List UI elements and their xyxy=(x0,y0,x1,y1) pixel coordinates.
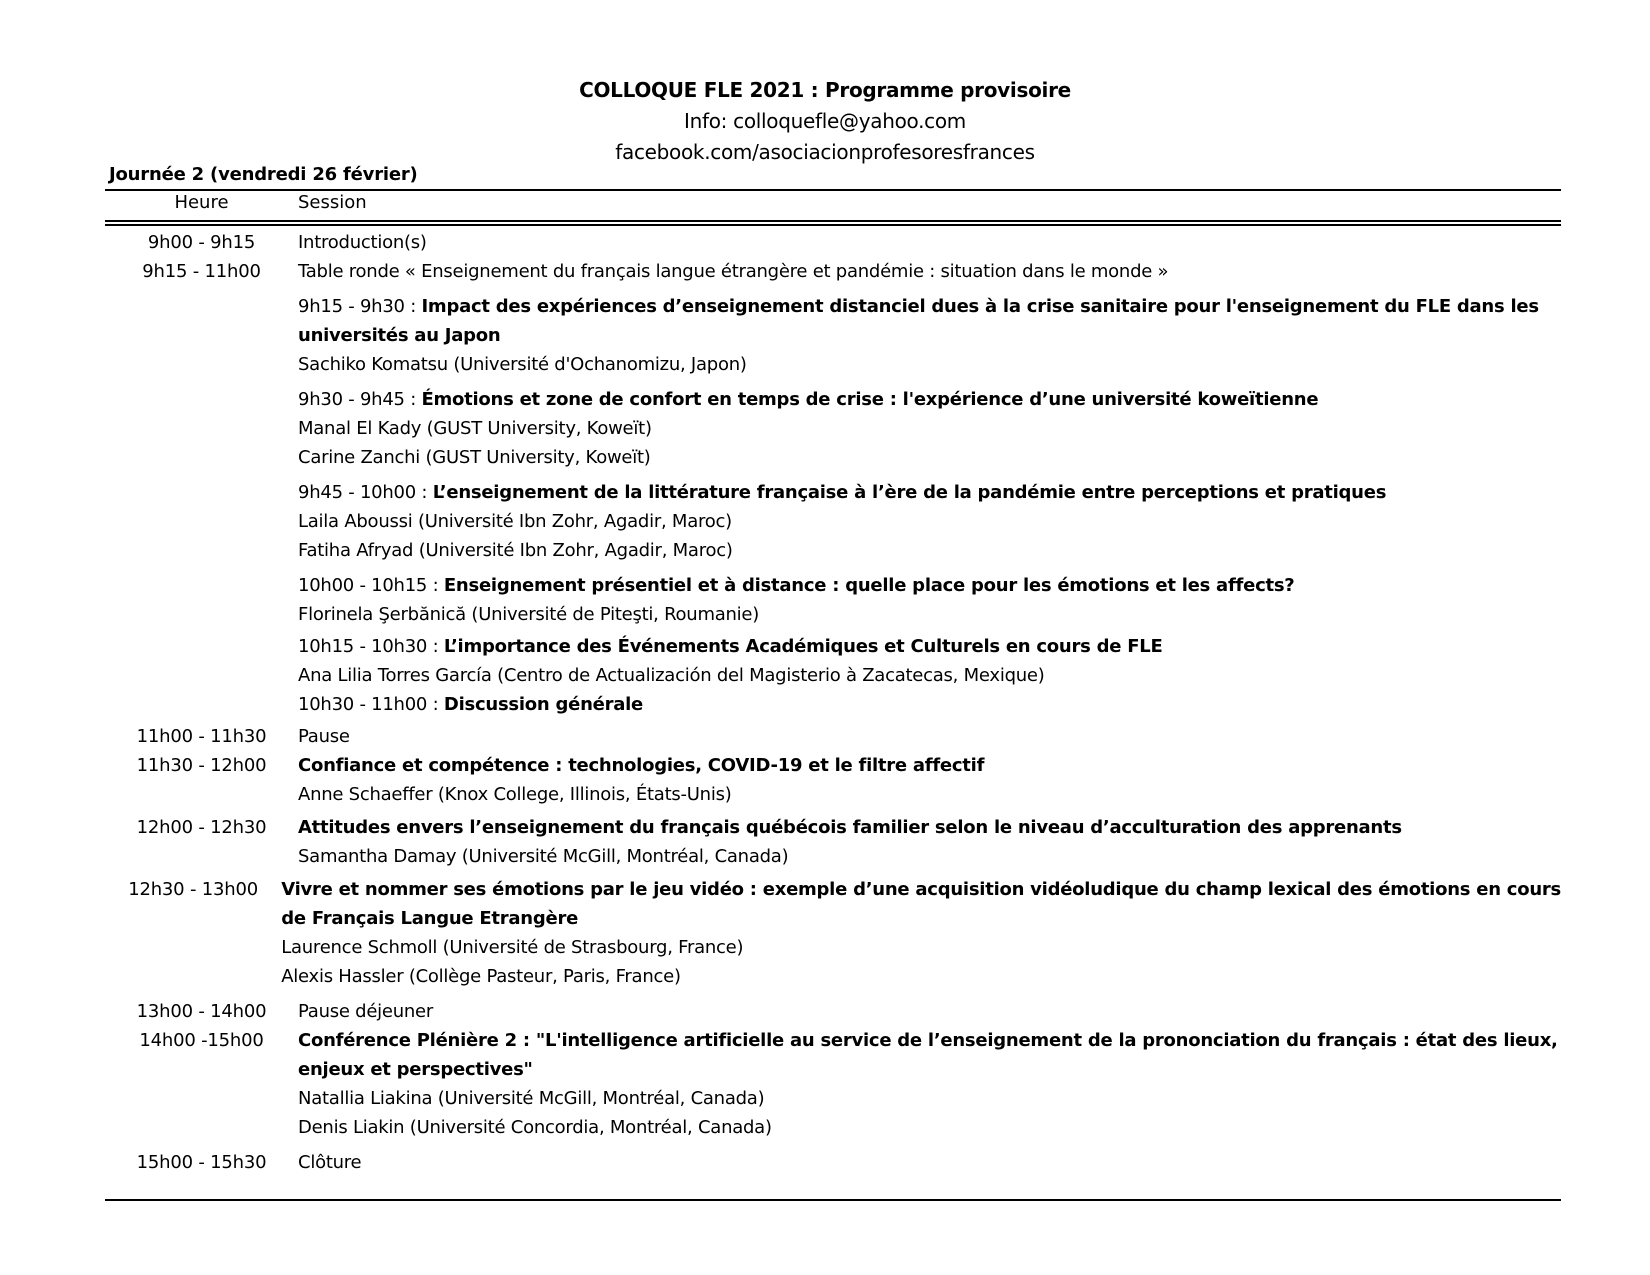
table-row xyxy=(105,385,1561,472)
session-text: Clôture xyxy=(298,1152,362,1173)
table-row xyxy=(105,1148,1561,1177)
table-row xyxy=(105,690,1561,719)
table-row xyxy=(105,478,1561,565)
talk-title-cont: de Français Langue Etrangère xyxy=(281,908,579,929)
table-row xyxy=(105,292,1561,379)
author: Natallia Liakina (Université McGill, Montréal, Canada) xyxy=(298,1088,765,1109)
time-cell: 9h00 - 9h15 xyxy=(147,232,256,253)
contact-info: Info: colloquefle@yahoo.com xyxy=(684,109,966,133)
author: Sachiko Komatsu (Université d'Ochanomizu, Japon) xyxy=(298,354,747,375)
facebook-link: facebook.com/asociacionprofesoresfrances xyxy=(615,140,1035,164)
time-cell xyxy=(105,385,298,472)
header-double-rule-bottom xyxy=(105,224,1561,226)
table-row xyxy=(105,1026,1561,1142)
talk-title: Impact des expériences d’enseignement distanciel dues à la crise sanitaire pour l'enseignement du FLE dans les xyxy=(421,296,1539,317)
time-cell: 9h15 - 11h00 xyxy=(142,261,261,282)
time-cell: 12h00 - 12h30 xyxy=(136,817,267,838)
author: Denis Liakin (Université Concordia, Montréal, Canada) xyxy=(298,1117,772,1138)
column-header-session: Session xyxy=(298,192,367,213)
talk-title: Émotions et zone de confort en temps de crise : l'expérience d’une université koweïtienne xyxy=(421,389,1319,410)
talk-title: Discussion générale xyxy=(443,694,644,715)
talk-time: 10h15 - 10h30 : xyxy=(298,636,444,657)
time-cell: 12h30 - 13h00 xyxy=(128,879,258,900)
table-row xyxy=(105,257,1561,286)
author: Florinela Şerbănică (Université de Piteşti, Roumanie) xyxy=(298,604,760,625)
talk-title: Enseignement présentiel et à distance : quelle place pour les émotions et les affects? xyxy=(443,575,1295,596)
author: Manal El Kady (GUST University, Koweït) xyxy=(298,418,652,439)
talk-title: Confiance et compétence : technologies, COVID-19 et le filtre affectif xyxy=(298,755,985,776)
talk-time: 10h00 - 10h15 : xyxy=(298,575,444,596)
talk-time: 9h15 - 9h30 : xyxy=(298,296,422,317)
talk-title: Vivre et nommer ses émotions par le jeu vidéo : exemple d’une acquisition vidéoludique du champ lexical des émotions en cours xyxy=(281,879,1561,900)
time-cell xyxy=(105,632,298,690)
author: Fatiha Afryad (Université Ibn Zohr, Agadir, Maroc) xyxy=(298,540,733,561)
document-title: COLLOQUE FLE 2021 : Programme provisoire xyxy=(579,78,1071,102)
author: Laila Aboussi (Université Ibn Zohr, Agadir, Maroc) xyxy=(298,511,732,532)
table-row xyxy=(105,875,1561,991)
time-cell: 14h00 -15h00 xyxy=(139,1030,264,1051)
talk-title: L’importance des Événements Académiques et Culturels en cours de FLE xyxy=(443,636,1163,657)
table-bottom-rule xyxy=(105,1199,1561,1201)
session-text: Introduction(s) xyxy=(298,232,427,253)
table-row xyxy=(105,228,1561,257)
talk-title: Attitudes envers l’enseignement du français québécois familier selon le niveau d’acculturation des apprenants xyxy=(298,817,1402,838)
table-row xyxy=(105,632,1561,690)
time-cell xyxy=(105,690,298,719)
talk-title-cont: enjeux et perspectives" xyxy=(298,1059,533,1080)
session-text: Pause xyxy=(298,726,350,747)
author: Ana Lilia Torres García (Centro de Actualización del Magisterio à Zacatecas, Mexique) xyxy=(298,665,1045,686)
table-row xyxy=(105,751,1561,809)
talk-time: 9h30 - 9h45 : xyxy=(298,389,422,410)
table-row xyxy=(105,997,1561,1026)
author: Laurence Schmoll (Université de Strasbourg, France) xyxy=(281,937,744,958)
schedule-table xyxy=(105,228,1561,1177)
session-text: Table ronde « Enseignement du français langue étrangère et pandémie : situation dans le monde » xyxy=(298,261,1169,282)
talk-title-cont: universités au Japon xyxy=(298,325,501,346)
time-cell xyxy=(105,292,298,379)
time-cell xyxy=(105,571,298,629)
time-cell: 11h30 - 12h00 xyxy=(136,755,267,776)
author: Anne Schaeffer (Knox College, Illinois, États-Unis) xyxy=(298,784,732,805)
author: Alexis Hassler (Collège Pasteur, Paris, France) xyxy=(281,966,681,987)
talk-title: L’enseignement de la littérature française à l’ère de la pandémie entre perceptions et pratiques xyxy=(432,482,1387,503)
column-header-heure: Heure xyxy=(174,192,229,213)
header-double-rule-top xyxy=(105,220,1561,222)
time-cell: 11h00 - 11h30 xyxy=(136,726,267,747)
table-row xyxy=(105,722,1561,751)
table-row xyxy=(105,571,1561,629)
table-top-rule xyxy=(105,189,1561,191)
author: Samantha Damay (Université McGill, Montréal, Canada) xyxy=(298,846,789,867)
time-cell: 15h00 - 15h30 xyxy=(136,1152,267,1173)
time-cell: 13h00 - 14h00 xyxy=(136,1001,267,1022)
author: Carine Zanchi (GUST University, Koweït) xyxy=(298,447,651,468)
talk-time: 9h45 - 10h00 : xyxy=(298,482,433,503)
table-row xyxy=(105,813,1561,871)
talk-title: Conférence Plénière 2 : "L'intelligence artificielle au service de l’enseignement de la prononciation du français : état des lieux, xyxy=(298,1030,1558,1051)
time-cell xyxy=(105,478,298,565)
day-heading: Journée 2 (vendredi 26 février) xyxy=(109,164,418,185)
talk-time: 10h30 - 11h00 : xyxy=(298,694,444,715)
session-text: Pause déjeuner xyxy=(298,1001,434,1022)
